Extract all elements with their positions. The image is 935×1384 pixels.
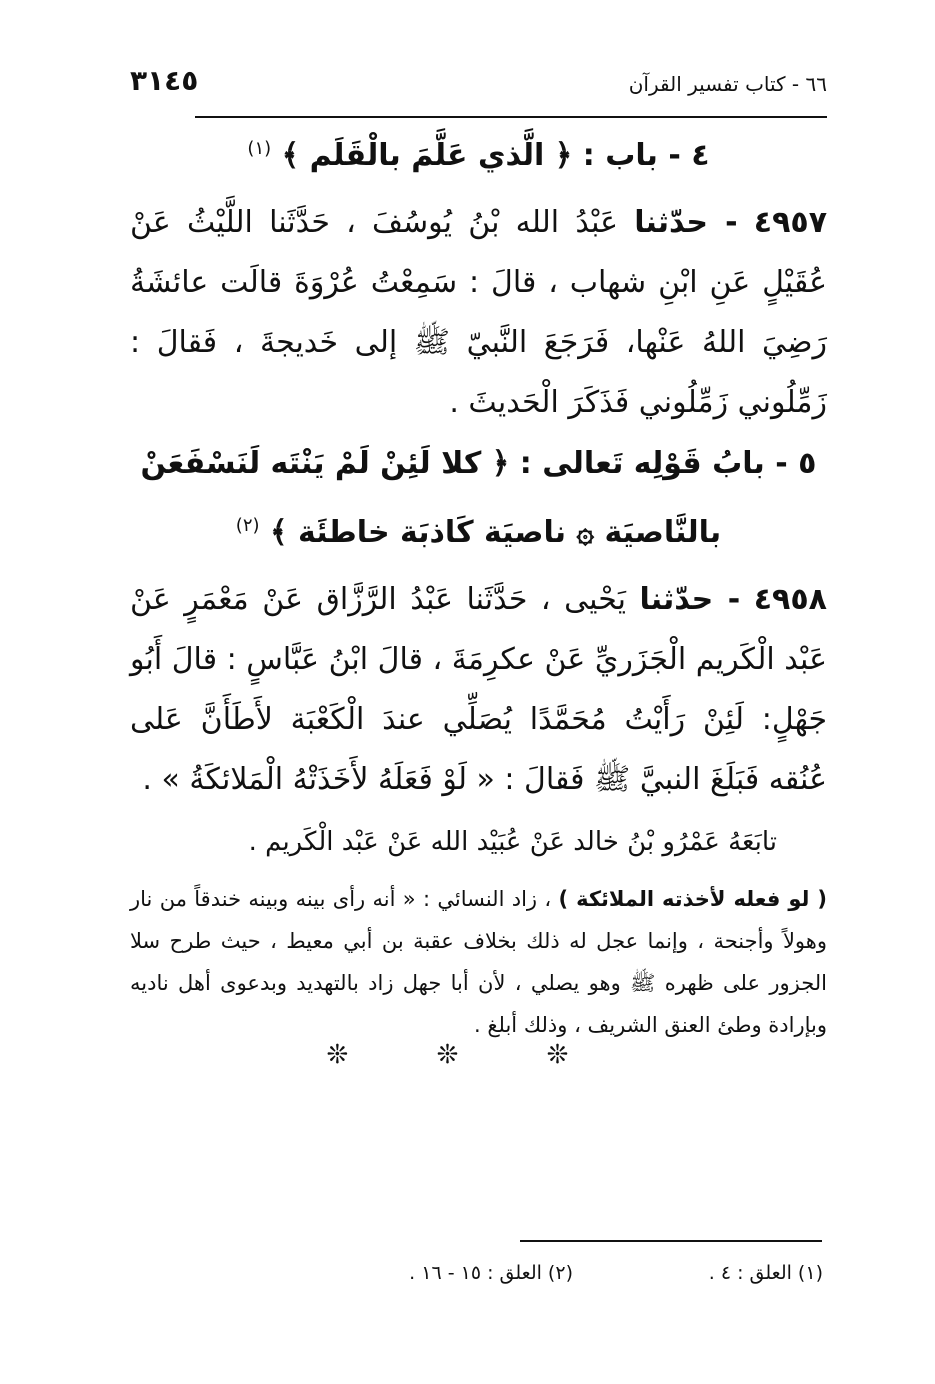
section-heading-4-text: ٤ - باب : ﴿ الَّذي عَلَّمَ بالْقَلَم ﴾ — [281, 138, 710, 173]
footnote-2: (٢) العلق : ١٥ - ١٦ . — [409, 1262, 573, 1284]
footnote-1: (١) العلق : ٤ . — [708, 1262, 823, 1284]
page-header — [130, 62, 827, 112]
page-number: ٣١٤٥ — [130, 64, 199, 97]
footnotes — [300, 1262, 823, 1298]
footnote-ref-1: (١) — [247, 138, 272, 159]
hadith-lead: - حدّثنا — [634, 205, 738, 240]
hadith-text: عَبْدُ الله بْنُ يُوسُفَ ، حَدَّثَنا اللَّيْثُ عَنْ عُقَيْلٍ عَنِ ابْنِ شهاب ، قالَ : سَمِعْتُ عُرْوَةَ قالَت عائشَةُ رَضِيَ اللهُ عَنْها، فَرَجَعَ النَّبيّ ﷺ إلى خَديجةَ ، فَقالَ : زَمِّلُوني زَمِّلُوني فَذَكَرَ الْحَديثَ . — [130, 205, 827, 420]
footnote-ref-2: (٢) — [235, 515, 260, 536]
hadith-text: يَحْيى ، حَدَّثَنا عَبْدُ الرَّزَّاق عَنْ مَعْمَرٍ عَنْ عَبْد الْكَريم الْجَزَريِّ عَنْ عكرِمَةَ ، قالَ ابْنُ عَبَّاسٍ : قالَ أَبُو جَهْلٍ: لَئِنْ رَأَيْتُ مُحَمَّدًا يُصَلِّي عندَ الْكَعْبَة لأَطَأَنَّ عَلى عُنُقه فَبَلَغَ النبيَّ ﷺ فَقالَ : « لَوْ فَعَلَهُ لأَخَذَتْهُ الْمَلائكَةُ » . — [130, 582, 827, 797]
hadith-4957 — [130, 193, 827, 433]
hadith-4958 — [130, 570, 827, 810]
running-title: ٦٦ - كتاب تفسير القرآن — [628, 72, 827, 96]
mutaba-note: تابَعَهُ عَمْرُو بْنُ خالد عَنْ عُبَيْد الله عَنْ عَبْد الْكَريم . — [248, 827, 777, 857]
section-heading-5 — [130, 433, 827, 564]
section-heading-5-line1: ٥ - بابُ قَوْلِه تَعالى : ﴿ كلا لَئِنْ لَمْ يَنْتَه لَنَسْفَعَنْ — [140, 446, 817, 481]
hadith-number: ٤٩٥٨ — [753, 582, 827, 617]
section-heading-5-line2: بالنَّاصيَة ۞ ناصيَة كَاذبَة خاطئَة ﴾ — [269, 515, 722, 550]
commentary-text: ، زاد النسائي : « أنه رأى بينه وبينه خندقاً من نار وهولاً وأجنحة ، وإنما عجل له ذلك بخلاف عقبة بن أبي معيط ، حيث طرح سلا الجزور على ظهره ﷺ وهو يصلي ، لأن أبا جهل زاد بالتهديد وبدعوى أهل ناديه وبإرادة وطئ العنق الشريف ، وذلك أبلغ . — [130, 887, 827, 1037]
hadith-lead: - حدّثنا — [639, 582, 741, 617]
section-heading-4 — [130, 118, 827, 187]
commentary-lemma: ( لو فعله لأخذته الملائكة ) — [558, 887, 827, 911]
section-separator-stars: ❊ ❊ ❊ — [326, 1040, 609, 1070]
page-body — [130, 118, 827, 1046]
commentary — [130, 878, 827, 1046]
hadith-number: ٤٩٥٧ — [753, 205, 828, 240]
footnote-rule — [520, 1240, 822, 1242]
